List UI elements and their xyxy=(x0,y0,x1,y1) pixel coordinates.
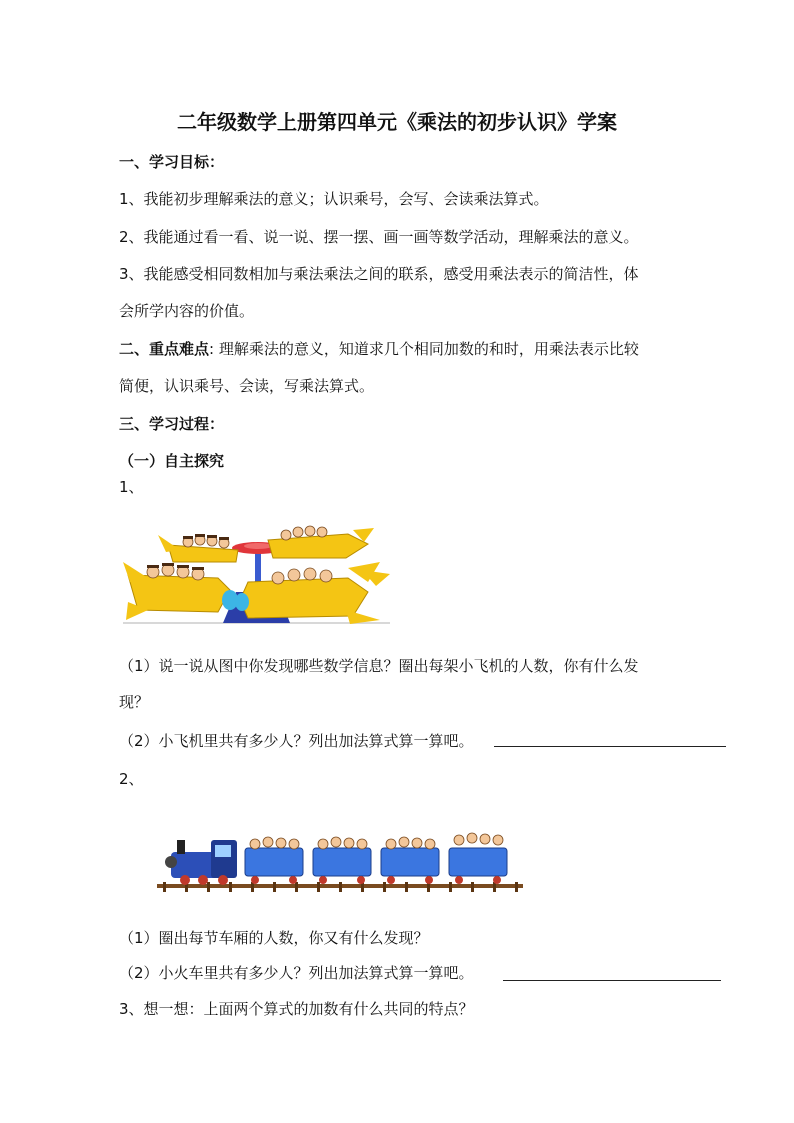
section-2-label: 二、重点难点 xyxy=(119,340,210,358)
question-2-number: 2、 xyxy=(119,770,144,788)
question-2-part-2: （2）小火车里共有多少人？列出加法算式算一算吧。 xyxy=(119,964,474,982)
answer-blank-2[interactable] xyxy=(503,980,721,981)
train-image xyxy=(155,826,525,896)
question-2-part-1: （1）圈出每节车厢的人数，你又有什么发现？ xyxy=(119,929,429,947)
answer-blank-1[interactable] xyxy=(494,746,726,747)
section-2-line-2: 简便，认识乘号、会读，写乘法算式。 xyxy=(119,377,375,395)
goal-2: 2、我能通过看一看、说一说、摆一摆、画一画等数学活动，理解乘法的意义。 xyxy=(119,228,639,246)
section-2-line-1 xyxy=(119,339,639,359)
question-1-part-2: （2）小飞机里共有多少人？列出加法算式算一算吧。 xyxy=(119,732,474,750)
question-1-number: 1、 xyxy=(119,478,144,496)
question-1-part-1: （1）说一说从图中你发现哪些数学信息？圈出每架小飞机的人数，你有什么发 xyxy=(119,657,639,675)
page-title: 二年级数学上册第四单元《乘法的初步认识》学案 xyxy=(177,110,617,134)
goal-1: 1、我能初步理解乘法的意义；认识乘号，会写、会读乘法算式。 xyxy=(119,190,549,208)
section-2-text: : 理解乘法的意义，知道求几个相同加数的和时，用乘法表示比较 xyxy=(209,340,639,358)
section-1-heading: 一、学习目标： xyxy=(119,153,225,171)
goal-3-cont: 会所学内容的价值。 xyxy=(119,302,255,320)
airplane-carousel-image xyxy=(118,520,396,628)
section-3-subheading: （一）自主探究 xyxy=(119,452,225,470)
question-3: 3、想一想：上面两个算式的加数有什么共同的特点？ xyxy=(119,1000,474,1018)
question-1-part-1-cont: 现？ xyxy=(119,693,150,711)
section-3-heading: 三、学习过程： xyxy=(119,415,225,433)
goal-3: 3、我能感受相同数相加与乘法乘法之间的联系，感受用乘法表示的简洁性，体 xyxy=(119,265,639,283)
